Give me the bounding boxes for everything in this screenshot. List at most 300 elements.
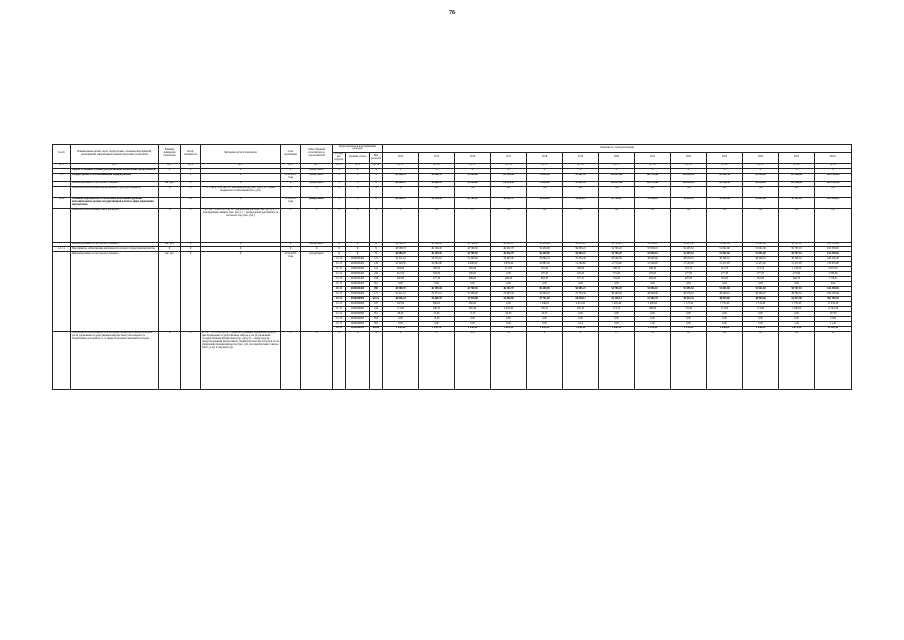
value-cell: 100 — [671, 186, 707, 197]
value-cell: 53 056,10 — [635, 247, 671, 252]
value-cell: 711,60 — [707, 307, 743, 312]
header-total: Итого — [815, 152, 852, 163]
value-cell: 50 550,11 — [563, 297, 599, 302]
value-cell: 1 605,43 — [599, 302, 635, 307]
value-cell: 2 096,00 — [707, 326, 743, 331]
subprogram-row — [53, 173, 852, 181]
table-cell: X — [333, 181, 346, 186]
code-cell: X — [333, 252, 346, 257]
code-cell: 0020040900 — [346, 307, 370, 312]
header-year: 2024 — [743, 152, 779, 163]
empty-cell — [53, 252, 71, 332]
task-name: Задача «Создание условий для реализации полномочий Департамента» — [71, 168, 159, 173]
value-cell: 46 452,70 — [491, 247, 527, 252]
empty-cell — [159, 197, 181, 208]
value-cell: 1 773,50 — [671, 302, 707, 307]
value-cell: 0,14 — [563, 322, 599, 327]
value-cell: 51 041,60 — [743, 252, 779, 257]
value-cell: 100 — [671, 208, 707, 242]
value-cell: 4 875,50 — [815, 267, 852, 272]
value-cell: 33 497,00 — [491, 257, 527, 262]
value-cell: 1 590,60 — [779, 307, 815, 312]
value-cell: 52 455,52 — [671, 242, 707, 247]
value-cell: 100 — [599, 208, 635, 242]
code-cell: 0020040900 — [346, 297, 370, 302]
value-cell: 100 — [635, 208, 671, 242]
value-cell: 47 751,60 — [527, 297, 563, 302]
table-cell: X — [281, 168, 301, 173]
value-cell: 270,00 — [635, 272, 671, 277]
value-cell: 430 259,40 — [815, 292, 852, 297]
value-cell: 0,00 — [743, 317, 779, 322]
code-cell: 01 13 — [333, 326, 346, 331]
value-cell: 11,40 — [815, 322, 852, 327]
value-cell: 9 200,00 — [455, 262, 491, 267]
value-cell: 100 — [455, 186, 491, 197]
value-cell: 48 508,70 — [383, 247, 419, 252]
value-cell: 51 041,60 — [707, 197, 743, 208]
value-cell: 0,00 — [779, 282, 815, 287]
table-cell: X — [201, 242, 281, 247]
header-coef: Коэф. значимости — [181, 145, 201, 164]
table-cell: % — [159, 208, 181, 242]
code-cell: 129 — [370, 262, 383, 267]
value-cell: 56 083,21 — [563, 242, 599, 247]
value-cell: 49 023,32 — [671, 297, 707, 302]
value-cell: 46 199,40 — [419, 247, 455, 252]
value-cell: 11 713,00 — [599, 262, 635, 267]
value-cell: 112 666,90 — [779, 181, 815, 186]
code-cell: 851 — [370, 312, 383, 317]
code-cell: 01 13 — [333, 302, 346, 307]
value-cell: 51 041,60 — [707, 242, 743, 247]
value-cell: 53 056,10 — [635, 242, 671, 247]
column-number: гр. 23 — [815, 163, 852, 168]
value-cell: 100 — [527, 208, 563, 242]
value-cell: 56 083,21 — [563, 197, 599, 208]
value-cell: 613 358,65 — [815, 242, 852, 247]
value-cell: 90 339,00 — [743, 181, 779, 186]
value-cell: 716,00 — [599, 277, 635, 282]
value-cell: 5,7 — [599, 331, 635, 389]
table-cell: X — [281, 186, 301, 197]
value-cell: 48 508,70 — [383, 197, 419, 208]
value-cell: 11,50 — [455, 312, 491, 317]
value-cell: 311,70 — [707, 267, 743, 272]
table-cell: X — [281, 247, 301, 252]
value-cell: 41 910,88 — [455, 297, 491, 302]
table-cell: X — [370, 168, 383, 173]
value-cell: 104 029,10 — [671, 181, 707, 186]
table-cell: X — [346, 247, 370, 252]
value-cell: 0 — [527, 331, 563, 389]
value-cell: 0,00 — [419, 282, 455, 287]
value-cell: 100 — [491, 208, 527, 242]
code-cell: 01 13 — [333, 322, 346, 327]
value-cell: 50 450,90 — [527, 287, 563, 292]
empty-cell — [53, 331, 71, 389]
value-cell: 1,00 — [635, 322, 671, 327]
table-cell: X — [346, 197, 370, 208]
table-cell: X — [743, 168, 779, 173]
code-cell: 01 13 — [333, 307, 346, 312]
header-vr: Вид расходов — [370, 152, 383, 163]
subprogram-name: Подпрограмма «Обеспечивающая подпрограмма» — [71, 173, 159, 181]
table-cell: К = (А + С)/Б×100, где: А – фактические расходы (тыс. руб.); Б – утвержденные лимиты (тыс. руб.); С – кредиторская задолженность на начало года (тыс. руб.) — [201, 208, 281, 242]
header-year: 2017 — [491, 152, 527, 163]
value-cell: 51 041,60 — [707, 247, 743, 252]
value-cell: 38 509,30 — [599, 257, 635, 262]
header-year: 2019 — [563, 152, 599, 163]
table-cell: X — [159, 168, 181, 173]
row-number: 1.2.1.1. — [53, 247, 71, 252]
main-event-name: Основное мероприятие «Обеспечение исполнения функций исполнительного органа государственной власти в сфере управления имуществом» — [71, 197, 159, 208]
value-cell: 50 767,10 — [779, 197, 815, 208]
value-cell: 46 946,22 — [383, 297, 419, 302]
value-cell: 0,00 — [635, 312, 671, 317]
value-cell: 43 769,50 — [455, 287, 491, 292]
value-cell: 46 199,40 — [419, 197, 455, 208]
table-cell: X — [201, 168, 281, 173]
table-cell: X — [635, 168, 671, 173]
value-cell: 2 335,20 — [671, 326, 707, 331]
value-cell: 32 311,10 — [383, 292, 419, 297]
value-cell: 1 046,05 — [527, 302, 563, 307]
value-cell: 377,21 — [563, 277, 599, 282]
table-cell: П = ∆Б/Р×100, где: А – кассовый расход (тыс. руб.); Б – объем бюджетных ассигнований (тыс. руб.) — [201, 186, 281, 197]
code-cell: 01 13 — [333, 277, 346, 282]
value-cell: 950,60 — [383, 277, 419, 282]
table-cell: X — [301, 208, 333, 242]
value-cell: 477,30 — [419, 277, 455, 282]
value-cell: 0,00 — [671, 317, 707, 322]
table-cell: 2014-2025 годы — [281, 173, 301, 181]
table-cell: X — [346, 331, 370, 389]
header-year: 2018 — [527, 152, 563, 163]
table-cell: Департамент — [301, 197, 333, 208]
code-cell: 851 — [370, 282, 383, 287]
column-number: гр. 3 — [159, 163, 181, 168]
column-number: гр. 14 — [491, 163, 527, 168]
value-cell: 277,30 — [743, 272, 779, 277]
value-cell: 2 402,80 — [491, 307, 527, 312]
table-cell: Департамент — [301, 168, 333, 173]
value-cell: 7 118,51 — [815, 277, 852, 282]
table-cell: X — [370, 247, 383, 252]
code-cell: 242 — [370, 272, 383, 277]
value-cell: 0,00 — [599, 317, 635, 322]
table-cell: X — [181, 331, 201, 389]
table-cell: X — [201, 247, 281, 252]
table-cell: X — [281, 242, 301, 247]
value-cell: 51 041,60 — [743, 247, 779, 252]
value-cell: 100 — [527, 186, 563, 197]
table-cell: X — [281, 181, 301, 186]
column-number: гр. 8 — [333, 163, 346, 168]
value-cell: 640,70 — [419, 307, 455, 312]
value-cell: 373,40 — [599, 272, 635, 277]
value-cell: 32 023,90 — [815, 326, 852, 331]
value-cell: 0,00 — [779, 317, 815, 322]
value-cell: 37 334,30 — [563, 292, 599, 297]
header-codes-group: Коды бюджетной классификации расходов — [333, 145, 383, 153]
value-cell: 0,00 — [707, 317, 743, 322]
code-cell: 121 — [370, 257, 383, 262]
table-cell: X — [181, 168, 201, 173]
value-cell: 38 309,10 — [743, 257, 779, 262]
table-cell: X — [455, 168, 491, 173]
code-cell: 01 13 — [333, 312, 346, 317]
value-cell: 32 311,10 — [383, 257, 419, 262]
column-number: гр. 2 — [71, 163, 159, 168]
value-cell: 100 — [635, 186, 671, 197]
value-cell: 29 — [815, 331, 852, 389]
table-cell: 2014-2025 годы — [281, 197, 301, 208]
column-number: гр. 11 — [383, 163, 419, 168]
value-cell: 54 705,20 — [599, 242, 635, 247]
value-cell: 391,20 — [527, 267, 563, 272]
value-cell: 1 858,56 — [455, 326, 491, 331]
value-cell: 100 — [563, 186, 599, 197]
value-cell: 11 471,00 — [779, 262, 815, 267]
value-cell: 50 450,90 — [527, 197, 563, 208]
value-cell: 43 830,50 — [491, 297, 527, 302]
value-cell: 38 309,10 — [707, 292, 743, 297]
value-cell: 10 348,50 — [383, 262, 419, 267]
table-cell: тыс. руб. — [159, 242, 181, 247]
value-cell: 497,00 — [671, 277, 707, 282]
value-cell: 3 306,80 — [815, 272, 852, 277]
value-cell: 0,00 — [635, 317, 671, 322]
value-cell: 52 455,52 — [671, 247, 707, 252]
value-cell: 13,00 — [815, 317, 852, 322]
code-cell: 0020020400 — [346, 267, 370, 272]
value-cell: 0,00 — [491, 302, 527, 307]
table-cell: X — [370, 173, 383, 181]
event-name: Мероприятие «Обеспечение деятельности органа государственной власти» — [71, 247, 159, 252]
value-cell: 5,32 — [455, 331, 491, 389]
value-cell: 0,00 — [779, 312, 815, 317]
value-cell: 2 622,20 — [491, 326, 527, 331]
table-cell: X — [599, 168, 635, 173]
value-cell: 613 358,65 — [815, 252, 852, 257]
value-cell: 100 — [707, 186, 743, 197]
header-year: 2015 — [419, 152, 455, 163]
value-cell: 11 471,00 — [707, 262, 743, 267]
table-cell: X — [181, 242, 201, 247]
value-cell: 33 373,10 — [419, 292, 455, 297]
table-cell: Финансирование за счет прочего бюджета — [71, 242, 159, 247]
value-cell: 51 041,60 — [743, 242, 779, 247]
header-year: 2020 — [599, 152, 635, 163]
table-cell: тыс. руб. — [159, 252, 181, 332]
value-cell: 50 767,10 — [779, 252, 815, 257]
header-executor: Ответственный исполнитель и соисполнители — [301, 145, 333, 164]
header-year: 2016 — [455, 152, 491, 163]
value-cell: 100 — [743, 208, 779, 242]
header-unit: Единица измерения показателя — [159, 145, 181, 164]
code-cell: 247 — [370, 302, 383, 307]
value-cell: 35 864,10 — [527, 257, 563, 262]
value-cell: 97 — [455, 208, 491, 242]
code-cell: 01 13 — [333, 267, 346, 272]
table-cell: % — [159, 186, 181, 197]
value-cell: 100 — [779, 186, 815, 197]
code-cell: 850 — [370, 287, 383, 292]
header-year: 2022 — [671, 152, 707, 163]
code-cell: 244 — [370, 277, 383, 282]
table-cell: % — [159, 331, 181, 389]
code-cell: 0020040900 — [346, 317, 370, 322]
value-cell: 0,00 — [671, 312, 707, 317]
code-cell: 852 — [370, 317, 383, 322]
table-cell: X — [383, 168, 419, 173]
table-cell: X — [563, 168, 599, 173]
value-cell: 20,00 — [491, 312, 527, 317]
table-cell: X — [370, 208, 383, 242]
value-cell: 38 309,10 — [779, 292, 815, 297]
column-number: гр. 16 — [563, 163, 599, 168]
table-cell: X — [333, 186, 346, 197]
code-cell: 0020040900 — [346, 326, 370, 331]
table-cell: X — [346, 186, 370, 197]
value-cell: 29 — [743, 331, 779, 389]
value-cell: 38 079,10 — [671, 292, 707, 297]
header-csr: Целевая статья — [346, 152, 370, 163]
value-cell: 947,00 — [383, 302, 419, 307]
value-cell: 100 — [419, 186, 455, 197]
value-cell: 0,00 — [455, 317, 491, 322]
table-cell: X — [370, 197, 383, 208]
value-cell: 1 000,60 — [635, 302, 671, 307]
value-cell: 50 660,35 — [419, 181, 455, 186]
value-cell: 2 460,10 — [599, 326, 635, 331]
value-cell: 346,30 — [635, 267, 671, 272]
code-cell: 01 13 — [333, 272, 346, 277]
table-cell: тыс. руб. — [159, 181, 181, 186]
column-number: гр. 1 — [53, 163, 71, 168]
financing-name: Финансирование за счет прочего бюджета — [71, 252, 159, 332]
value-cell: 350,00 — [419, 272, 455, 277]
value-cell: 0,00 — [563, 317, 599, 322]
value-cell: 803,30 — [527, 277, 563, 282]
value-cell: 0,00 — [527, 322, 563, 327]
code-cell: 0020040900 — [346, 322, 370, 327]
row-number: 1.2.1. — [53, 197, 71, 208]
value-cell: 38 079,10 — [671, 257, 707, 262]
value-cell: 46 199,40 — [419, 287, 455, 292]
header-name: Наименование целей, задач, подпрограмм, основных мероприятий, мероприятий, направленных ценных программ, показателей — [71, 145, 159, 164]
value-cell: 1,00 — [779, 322, 815, 327]
table-cell: X — [491, 168, 527, 173]
table-cell: X — [671, 168, 707, 173]
value-cell: 54 027,00 — [779, 297, 815, 302]
value-cell: 1 156,50 — [779, 267, 815, 272]
empty-cell — [159, 173, 181, 181]
table-cell: X — [281, 331, 301, 389]
value-cell: 29 — [779, 331, 815, 389]
value-cell: 616,00 — [635, 277, 671, 282]
table-cell: К = А × Г/Б×100, где: А – сумма поступивших бюджетных средств при проведении государственных закупок в части управления государственным имуществом (тыс. руб.); Б – объем средств, предусмотренный Департаменту бюджетной сметой расходов в части управления правами имущества (тыс. руб.) на приобретение товаров, работ, услуг в текущем году — [201, 331, 281, 389]
main-event-row — [53, 197, 852, 208]
table-cell: X — [346, 208, 370, 242]
table-cell: X — [333, 247, 346, 252]
table-cell: X — [333, 242, 346, 247]
value-cell: 9 976,40 — [491, 262, 527, 267]
value-cell: 59 305,60 — [455, 181, 491, 186]
value-cell: 356,70 — [599, 267, 635, 272]
value-cell: 89 542,30 — [707, 181, 743, 186]
value-cell: 430 259,40 — [815, 257, 852, 262]
value-cell: 130 933,80 — [815, 262, 852, 267]
value-cell: 765,25 — [527, 307, 563, 312]
value-cell: 48 508,70 — [383, 252, 419, 257]
column-number: гр. 12 — [419, 163, 455, 168]
value-cell: 51 041,60 — [743, 197, 779, 208]
table-cell: X — [201, 173, 281, 181]
value-cell: 33 497,00 — [491, 292, 527, 297]
indicator-row — [53, 331, 852, 389]
value-cell: 4 415,95 — [563, 302, 599, 307]
table-cell: Показатель «Результативность исполнения бюджетной сметы расходов в части управления государственным имуществом (обеспеченность бюджетными доходами) в % от предусмотренных значений расходов» — [71, 331, 159, 389]
table-cell: X — [383, 208, 419, 242]
value-cell: 511,70 — [599, 307, 635, 312]
code-cell: 0020020400 — [346, 292, 370, 297]
value-cell: 92 567,95 — [563, 181, 599, 186]
value-cell: 836,05 — [419, 302, 455, 307]
table-cell: X — [370, 186, 383, 197]
value-cell: 498,40 — [491, 277, 527, 282]
value-cell: 72 811,00 — [527, 173, 563, 181]
value-cell: 331,70 — [671, 267, 707, 272]
value-cell: 33 373,10 — [419, 257, 455, 262]
code-cell: X — [370, 252, 383, 257]
value-cell: 10 082,00 — [419, 262, 455, 267]
code-cell: 01 13 — [333, 297, 346, 302]
indicator-row — [53, 208, 852, 242]
value-cell: 0,00 — [491, 317, 527, 322]
value-cell: 905,40 — [455, 307, 491, 312]
value-cell: 0,00 — [563, 312, 599, 317]
value-cell: 50 450,90 — [527, 247, 563, 252]
value-cell: 54 705,20 — [599, 197, 635, 208]
value-cell: 412,50 — [383, 272, 419, 277]
code-cell: 01 13 — [333, 317, 346, 322]
value-cell: 0,00 — [491, 272, 527, 277]
code-cell: 01 13 — [333, 282, 346, 287]
value-cell: 50 767,10 — [779, 247, 815, 252]
value-cell: 305,00 — [455, 267, 491, 272]
value-cell: 52 455,52 — [671, 252, 707, 257]
value-cell: 29 — [671, 331, 707, 389]
table-cell: Департамент — [301, 242, 333, 247]
table-cell: X — [346, 173, 370, 181]
value-cell: 35 864,10 — [527, 292, 563, 297]
value-cell: 112 666,90 — [779, 173, 815, 181]
value-cell: 0,00 — [671, 322, 707, 327]
code-cell: 01 13 — [333, 257, 346, 262]
value-cell: 100 — [815, 208, 852, 242]
code-cell: 0020020400 — [346, 287, 370, 292]
code-cell: 0020020400 — [346, 282, 370, 287]
value-cell: 44 666,78 — [419, 297, 455, 302]
table-cell: 2014-2025 годы — [281, 252, 301, 332]
table-cell: X — [370, 181, 383, 186]
code-cell: 0020020400 — [346, 262, 370, 267]
value-cell: 0,00 — [383, 322, 419, 327]
value-cell: 29 — [707, 331, 743, 389]
value-cell: 54 705,20 — [599, 252, 635, 257]
